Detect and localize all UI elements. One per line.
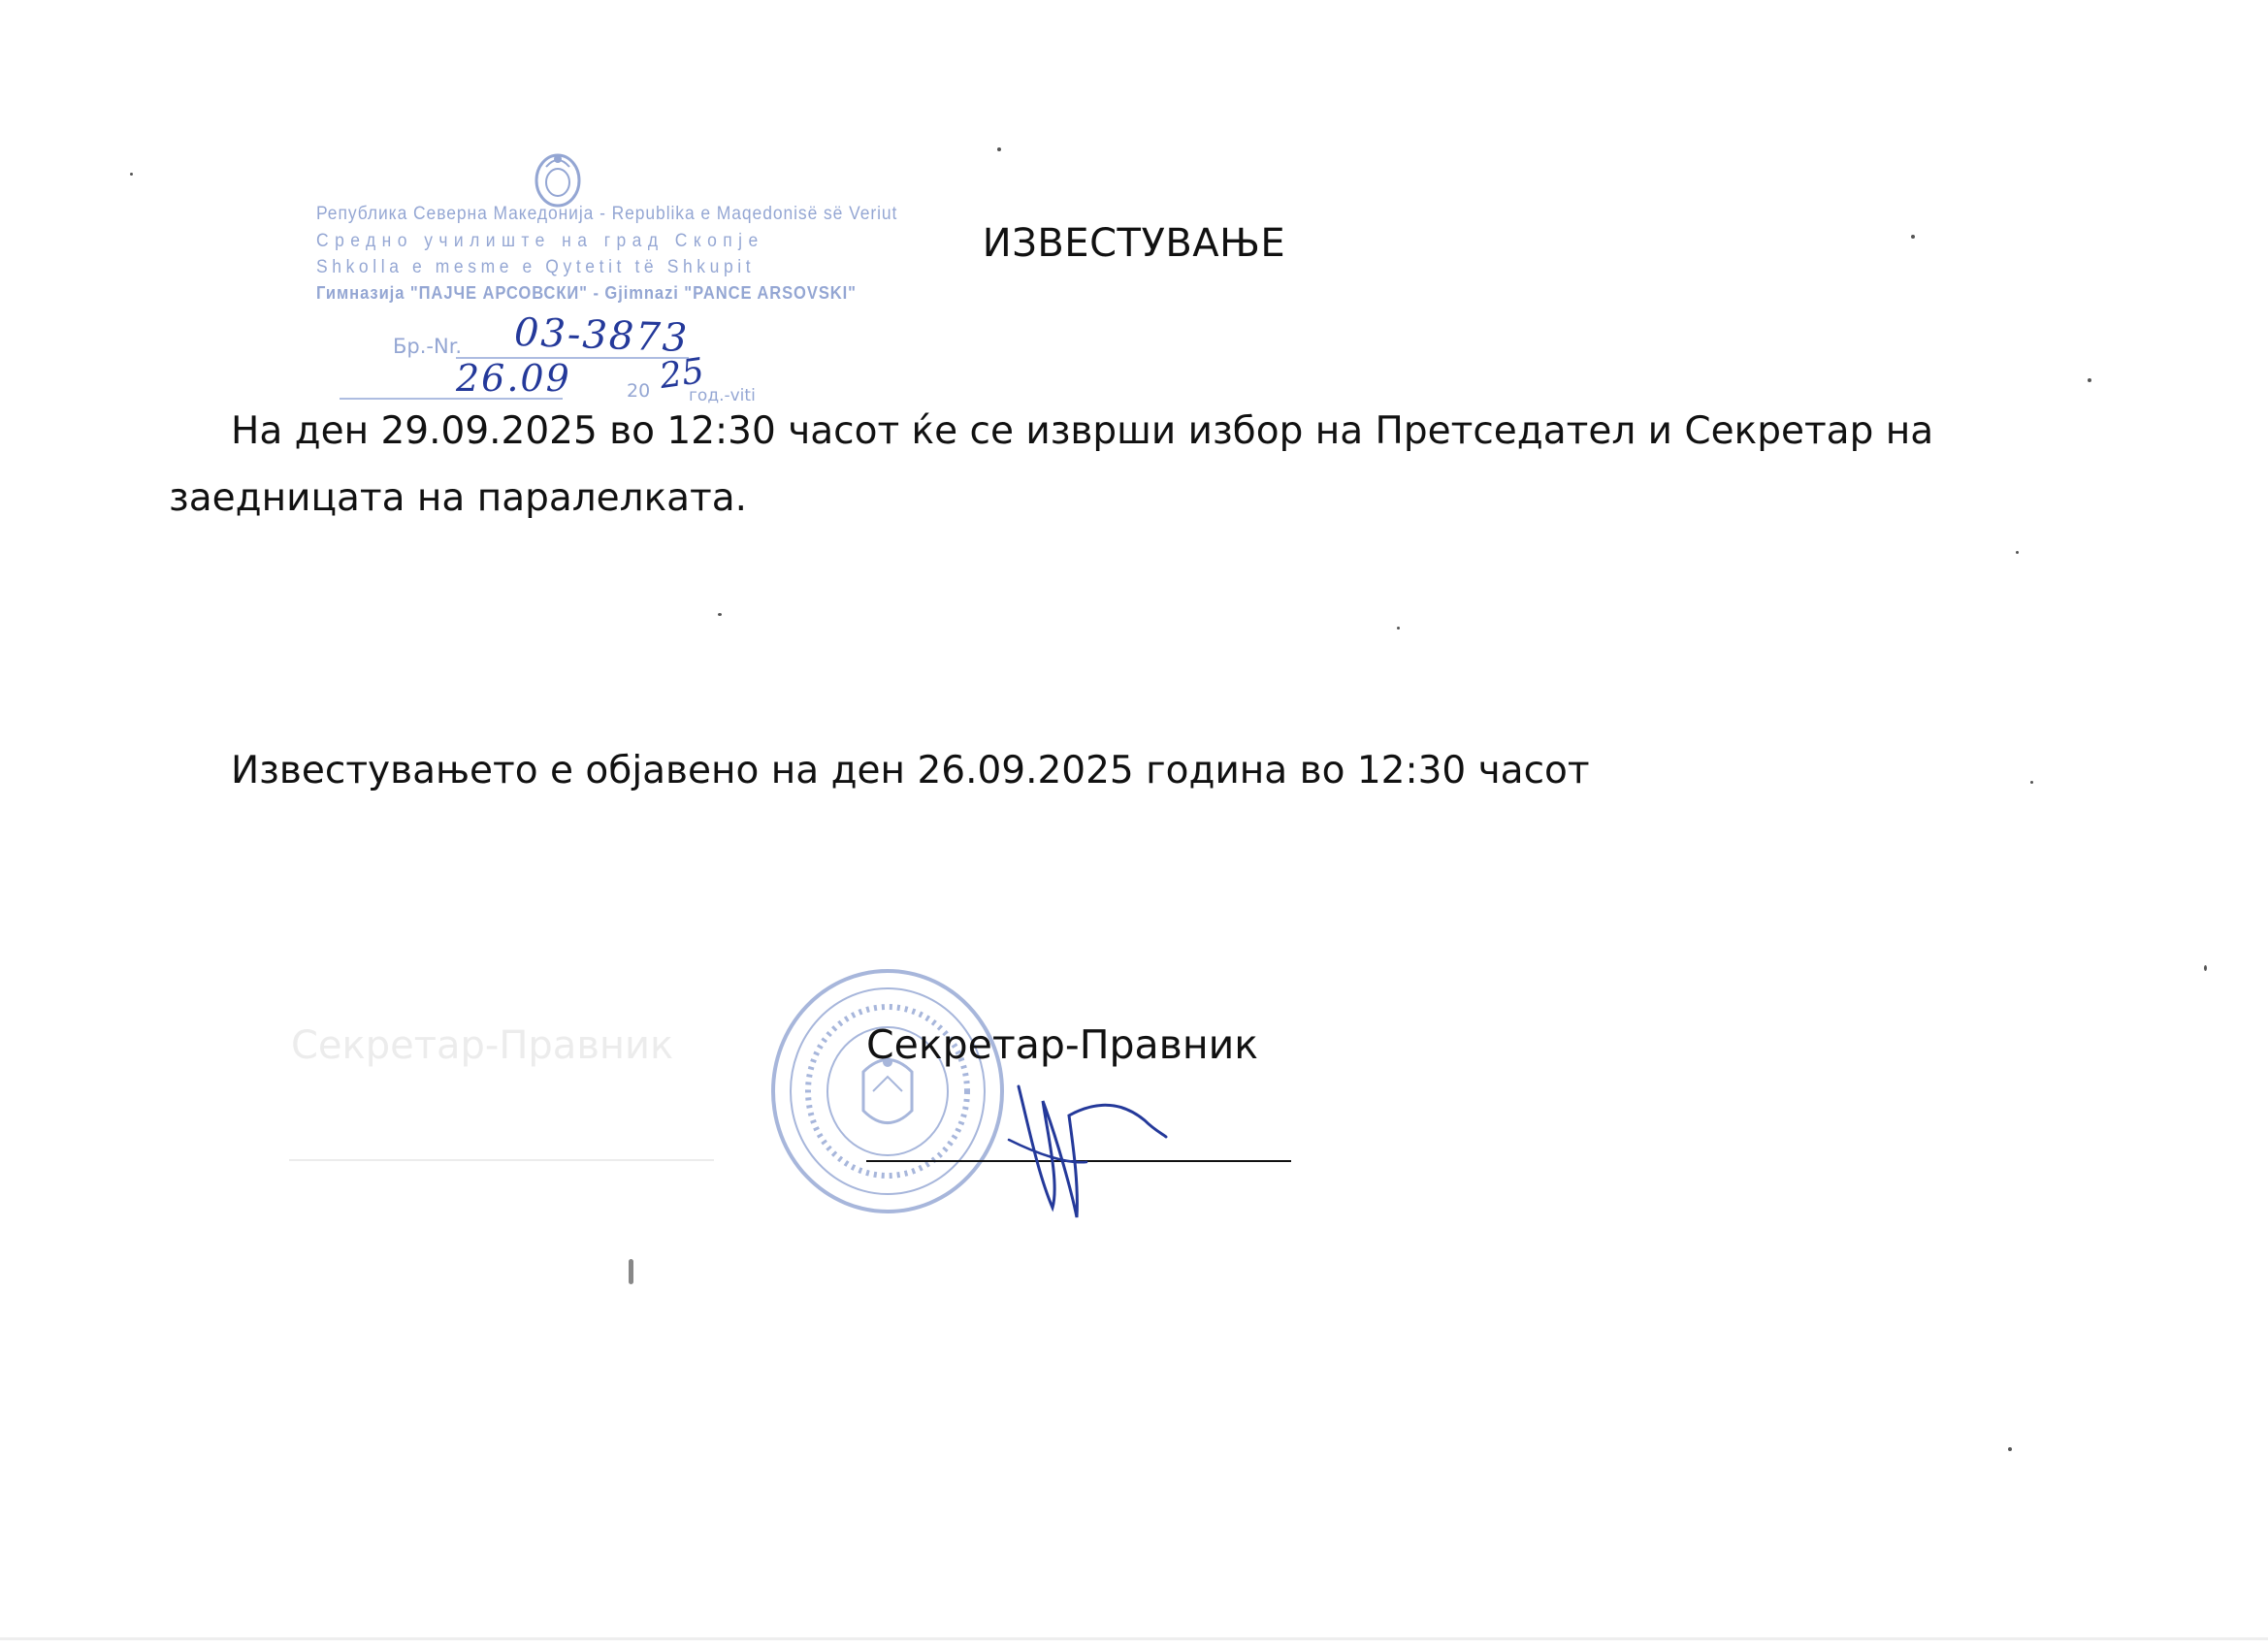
stamp-year-label: год.-viti [689,386,756,405]
round-seal-stamp [766,965,1009,1217]
stamp-year-prefix: 20 [627,380,651,402]
handwritten-registration-year: 25 [657,351,707,397]
scan-speck [0,1637,2268,1640]
paragraph-2: Известувањето е објавено на ден 26.09.2025 година во 12:30 часот [231,749,1590,792]
bleed-through-line [289,1159,714,1161]
stamp-line-3: Shkolla e mesme e Qytetit të Shkupit [316,257,756,277]
scan-speck [718,613,722,616]
stamp-line-2: Средно училиште на град Скопје [316,231,764,251]
stamp-number-label: Бр.-Nr. [393,335,463,358]
stamp-line-1: Република Северна Македонија - Republika e Maqedonisë së Veriut [316,204,898,224]
scan-speck [2008,1447,2012,1451]
scan-speck [1911,235,1915,239]
handwritten-signature [999,1048,1169,1222]
handwritten-registration-number: 03-3873 [513,309,690,362]
signature-title: Секретар-Правник [866,1021,1259,1068]
document-title: ИЗВЕСТУВАЊЕ [982,221,1286,266]
scan-speck [2088,378,2091,382]
handwritten-registration-date: 26.09 [456,357,571,400]
scan-speck [997,147,1001,151]
stamp-line-4: Гимназија "ПАЈЧЕ АРСОВСКИ" - Gjimnazi "PANCE ARSOVSKI" [316,283,857,303]
paragraph-1-line-1: На ден 29.09.2025 во 12:30 часот ќе се изврши избор на Претседател и Секретар на [231,409,1934,453]
scan-speck [2030,781,2033,784]
scan-speck [1397,627,1400,630]
scan-speck [629,1259,633,1284]
scan-speck [130,173,133,176]
scan-speck [2016,551,2019,554]
paragraph-1-line-2: заедницата на паралелката. [169,476,748,520]
scan-speck [2204,965,2207,971]
bleed-through-text: Секретар-Правник [291,1023,674,1068]
